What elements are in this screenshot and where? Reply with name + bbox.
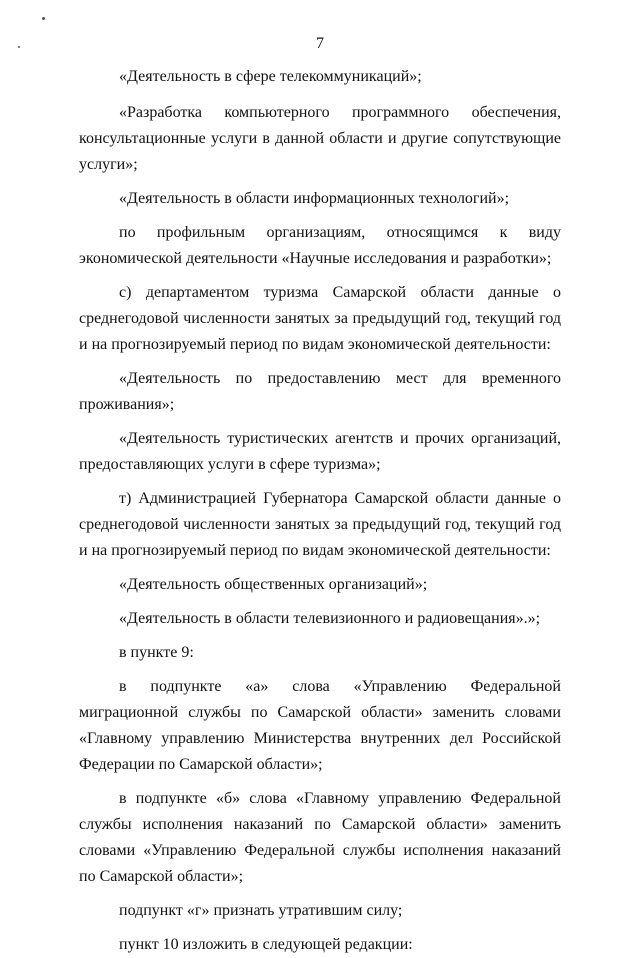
paragraph-accommodation: «Деятельность по предоставлению мест для временного проживания»;: [79, 370, 561, 413]
paragraph-research: по профильным организациям, относящимся к виду экономической деятельности «Научные исследования и разработки»;: [79, 224, 561, 267]
paragraph-subclause-b: в подпункте «б» слова «Главному управлению Федеральной службы исполнения наказаний по Самарской области» заменить словами «Управлению Федеральной службы исполнения наказаний по Самарской области»;: [79, 790, 561, 885]
document-body: [79, 58, 561, 958]
paragraph-public-orgs: «Деятельность общественных организаций»;: [119, 576, 428, 593]
paragraph-travel-agencies: «Деятельность туристических агентств и прочих организаций, предоставляющих услуги в сфере туризма»;: [79, 430, 561, 473]
paragraph-it: «Деятельность в области информационных технологий»;: [119, 190, 510, 207]
paragraph-tourism-dept: с) департаментом туризма Самарской области данные о среднегодовой численности занятых за предыдущий год, текущий год и на прогнозируемый период по видам экономической деятельности:: [79, 284, 561, 353]
paragraph-clause-9: в пункте 9:: [119, 644, 194, 661]
paragraph-broadcasting: «Деятельность в области телевизионного и радиовещания».»;: [119, 610, 541, 627]
paragraph-subclause-g: подпункт «г» признать утратившим силу;: [119, 902, 403, 919]
scan-speck: [42, 17, 45, 20]
page-number: 7: [316, 35, 324, 52]
paragraph-subclause-a: в подпункте «а» слова «Управлению Федеральной миграционной службы по Самарской области» заменить словами «Главному управлению Министерства внутренних дел Российской Федерации по Самарской области»;: [79, 678, 561, 773]
paragraph-software: «Разработка компьютерного программного обеспечения, консультационные услуги в данной области и другие сопутствующие услуги»;: [79, 104, 561, 173]
paragraph-telecom: «Деятельность в сфере телекоммуникаций»;: [119, 68, 422, 85]
paragraph-clause-10: пункт 10 изложить в следующей редакции:: [119, 936, 413, 953]
paragraph-governor-admin: т) Администрацией Губернатора Самарской области данные о среднегодовой численности занятых за предыдущий год, текущий год и на прогнозируемый период по видам экономической деятельности:: [79, 490, 561, 559]
